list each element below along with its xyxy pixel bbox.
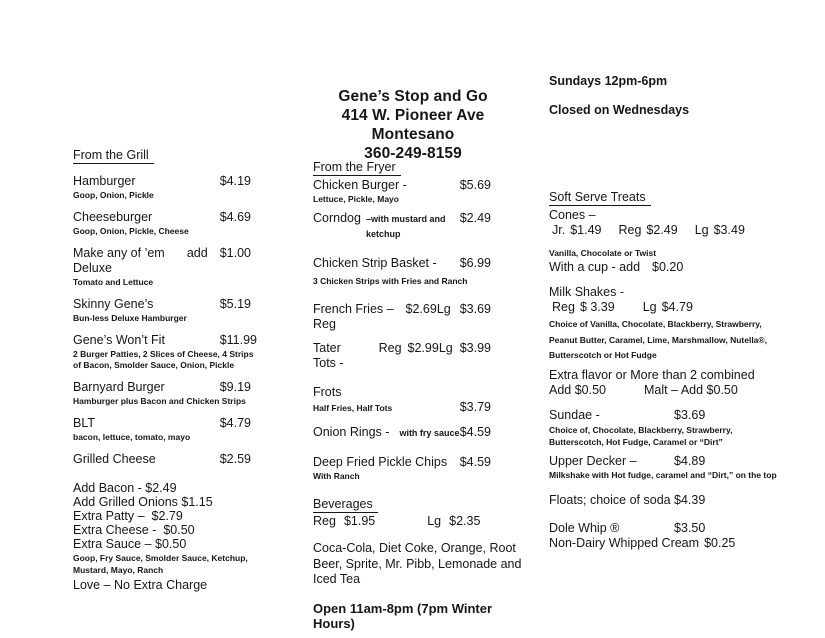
item-price: $2.49 [459,211,491,225]
extras-note: Goop, Fry Sauce, Smolder Sauce, Ketchup, Mustard, Mayo, Ranch [73,553,248,575]
reg-price: $2.49 [646,223,678,237]
menu-item-whipped-cream [549,536,785,551]
menu-item-upper-decker [549,454,785,481]
item-price: $5.19 [219,297,251,311]
extra-line: Extra Cheese - $0.50 [73,523,195,537]
menu-item-genes-wont-fit [73,333,257,371]
item-desc: bacon, lettuce, tomato, mayo [73,432,191,442]
reg-price: $ 3.39 [579,300,615,314]
item-desc: Goop, Onion, Pickle, Cheese [73,226,189,236]
menu-item-chicken-strip-basket [313,256,491,287]
item-name: Make any of ’em Deluxe [73,246,165,275]
item-price: $4.79 [219,416,251,430]
reg-label: Reg [313,514,336,528]
item-price: $3.79 [459,400,491,414]
item-desc: 2 Burger Patties, 2 Slices of Cheese, 4 Strips of Bacon, Smolder Sauce, Onion, Pickle [73,349,254,370]
item-price: $9.19 [219,380,251,394]
item-price: $3.50 [674,520,706,535]
item-name: Barnyard Burger [73,380,165,394]
item-price: $4.59 [459,425,491,439]
extra-line: Extra Sauce – $0.50 [73,537,187,551]
extra-line: Add Bacon - $2.49 [73,481,177,495]
beverage-options: Coca-Cola, Diet Coke, Orange, Root Beer, Sprite, Mr. Pibb, Lemonade and Iced Tea [313,541,522,586]
reg-price: $2.69 [405,302,437,316]
item-name: Sundae - [549,407,600,422]
menu-item-grilled-cheese [73,452,251,467]
item-price: $1.00 [219,246,251,260]
restaurant-name: Gene’s Stop and Go [338,88,488,105]
menu-item-cones [549,208,785,275]
extra-line: Extra Patty – $2.79 [73,509,183,523]
lg-price: $3.49 [713,223,745,237]
reg-label: Reg [552,300,575,314]
lg-price: $2.35 [449,514,481,528]
grill-extras [73,481,251,592]
reg-price: $1.95 [343,514,376,528]
menu-item-hamburger [73,174,251,201]
open-hours: Open 11am-8pm (7pm Winter Hours) [313,600,493,631]
item-desc: 3 Chicken Strips with Fries and Ranch [313,276,468,286]
item-desc: With Ranch [313,471,360,481]
menu-item-floats [549,493,785,508]
item-name: Tater Tots - [313,341,344,370]
item-price: $11.99 [219,333,257,347]
item-name: Dole Whip ® [549,520,620,535]
item-price: $4.69 [219,210,251,224]
item-price: $4.89 [674,453,706,468]
add-label: add [186,246,208,260]
item-price: $2.59 [219,452,251,466]
lg-price: $4.79 [661,300,693,314]
cone-sizes [549,223,785,238]
extra-flavor-block [549,368,785,398]
item-name: Frots [313,385,342,399]
item-name: Hamburger [73,174,136,188]
item-name: Skinny Gene’s [73,297,154,311]
menu-item-barnyard-burger [73,380,251,407]
item-name: Milk Shakes - [549,285,625,299]
lg-label: Lg [427,514,442,528]
menu-item-corndog [313,211,491,242]
restaurant-header [303,87,523,163]
menu-item-onion-rings [313,425,491,441]
malt-add: Malt – Add $0.50 [644,382,738,397]
item-price: $5.69 [459,178,491,192]
fryer-heading: From the Fryer [313,160,401,176]
item-note: –with mustard and ketchup [365,214,446,239]
love-note: Love – No Extra Charge [73,578,208,592]
treats-section [549,188,785,551]
item-desc: Choice of, Chocolate, Blackberry, Strawberry, Butterscotch, Hot Fudge, Caramel or “Dirt” [549,424,733,447]
item-price: $4.59 [459,455,491,469]
lg-label: Lg [438,341,453,355]
item-name: Upper Decker – [549,453,637,468]
cup-label: With a cup - add [549,260,641,274]
item-name: Cones – [549,208,596,222]
menu-item-french-fries [313,302,491,332]
lg-label: Lg [436,302,451,316]
hours-closed: Closed on Wednesdays [549,103,690,117]
item-name: Gene’s Won’t Fit [73,333,165,347]
jr-price: $1.49 [570,223,602,237]
item-name: BLT [73,416,95,430]
extra-flavor-line: Extra flavor or More than 2 combined [549,367,755,382]
cup-row [549,260,785,275]
item-name-row [549,208,785,223]
menu-item-deluxe [73,246,251,288]
lg-label: Lg [694,223,709,237]
item-name: Chicken Burger - [313,178,407,192]
item-price: $3.69 [674,407,706,422]
treats-heading: Soft Serve Treats [549,190,651,206]
item-name: Cheeseburger [73,210,153,224]
cone-flavors: Vanilla, Chocolate or Twist [549,248,657,258]
item-desc: Milkshake with Hot fudge, caramel and “Dirt,” on the top [549,469,777,480]
lg-price: $3.69 [459,302,491,316]
menu-item-sundae [549,408,785,448]
item-name: Non-Dairy Whipped Cream [549,535,700,550]
menu-item-skinny-genes [73,297,251,324]
menu-item-chicken-burger [313,178,491,205]
reg-label: Reg [618,223,642,237]
city-line: Montesano [371,126,455,143]
item-desc: Tomato and Lettuce [73,277,154,287]
item-name: Corndog [313,211,361,225]
menu-item-pickle-chips [313,455,491,482]
menu-item-blt [73,416,251,443]
item-name: French Fries – Reg [313,302,394,331]
item-desc: Goop, Onion, Pickle [73,190,154,200]
menu-item-tater-tots [313,341,491,371]
extra-add: Add $0.50 [549,382,606,397]
reg-price: $2.99 [407,341,439,355]
item-note: with fry sauce [399,428,460,438]
beverages-heading: Beverages [313,497,378,513]
item-desc: Half Fries, Half Tots [313,403,393,413]
hours-sundays: Sundays 12pm-6pm [549,74,668,88]
item-name: Onion Rings - [313,425,390,439]
lg-label: Lg [642,300,657,314]
extra-flavor-prices [549,383,785,398]
menu-item-cheeseburger [73,210,251,237]
hours-block [549,74,789,118]
grill-heading: From the Grill [73,148,154,164]
phone-line: 360-249-8159 [364,145,462,162]
item-price: $0.25 [704,535,736,550]
lg-price: $3.99 [459,341,491,355]
grill-section [73,146,257,592]
item-price: $4.19 [219,174,251,188]
item-price: $4.39 [674,492,706,507]
address-line: 414 W. Pioneer Ave [341,107,485,124]
jr-label: Jr. [552,223,566,237]
beverages-sizes [313,514,491,529]
menu-item-dole-whip [549,521,785,551]
item-desc: Lettuce, Pickle, Mayo [313,194,399,204]
item-name: Floats; choice of soda [549,492,671,507]
menu-item-milkshakes [549,285,785,364]
item-desc: Hamburger plus Bacon and Chicken Strips [73,396,246,406]
item-name: Grilled Cheese [73,452,156,466]
reg-label: Reg [378,341,402,355]
item-name: Deep Fried Pickle Chips [313,455,448,469]
menu-item-frots [313,385,491,415]
item-name: Chicken Strip Basket - [313,256,437,270]
extra-line: Add Grilled Onions $1.15 [73,495,213,509]
cup-price: $0.20 [652,260,684,274]
fryer-section [313,158,522,632]
shake-flavors: Choice of Vanilla, Chocolate, Blackberry, Strawberry, Peanut Butter, Caramel, Lime, Marshmallow, Nutella®, Butterscotch or Hot Fudge [549,319,768,360]
item-desc: Bun-less Deluxe Hamburger [73,313,187,323]
shake-sizes [549,300,785,315]
item-price: $6.99 [459,256,491,270]
